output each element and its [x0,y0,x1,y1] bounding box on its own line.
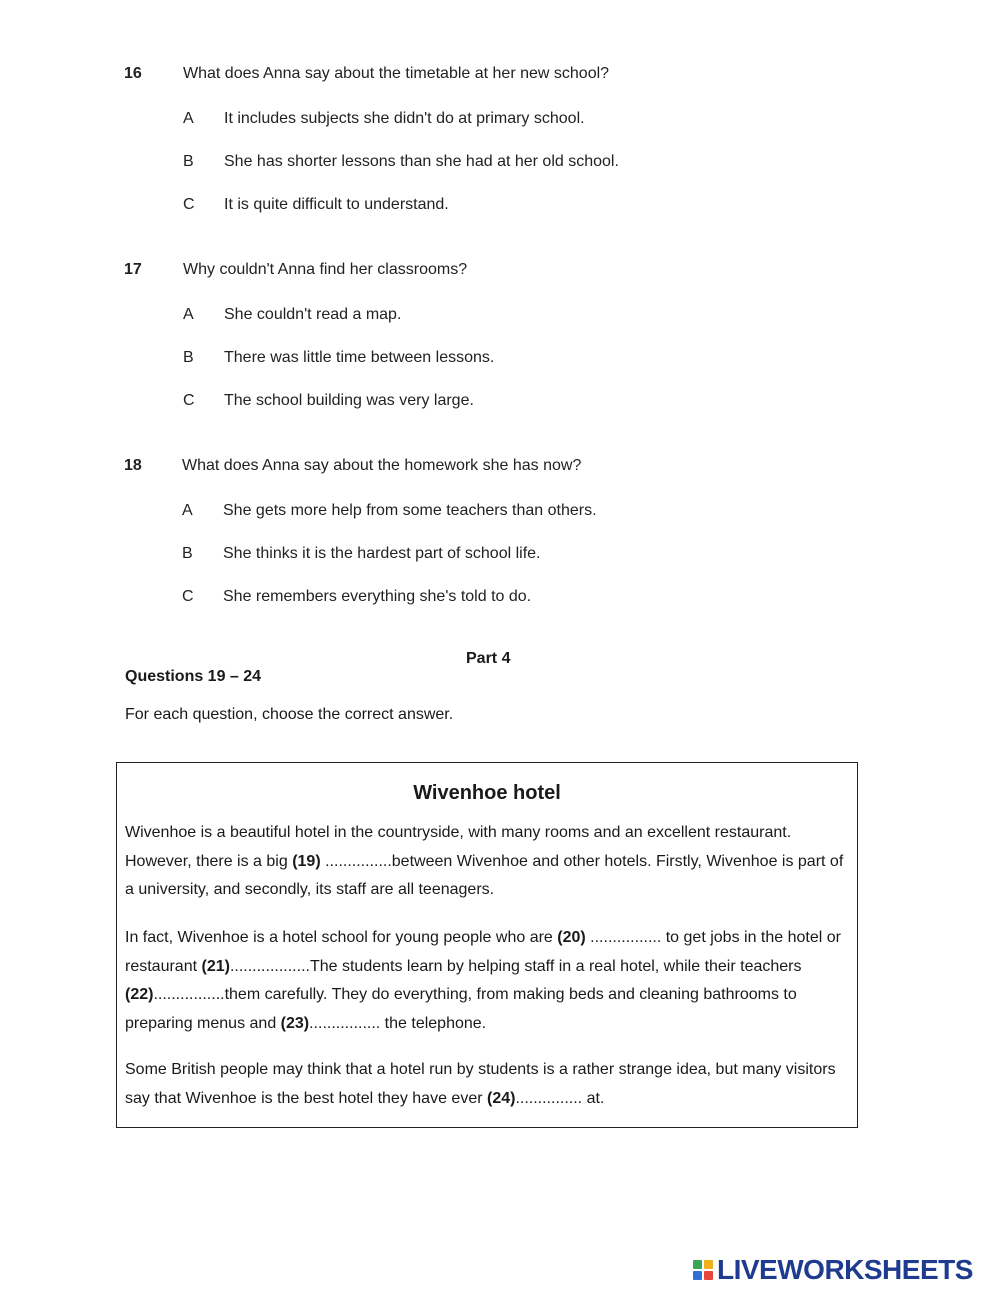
logo-square-1 [693,1260,702,1269]
q16-option-a-letter: A [183,110,194,127]
q16-option-b[interactable]: She has shorter lessons than she had at her old school. [224,153,619,170]
q16-option-c[interactable]: It is quite difficult to understand. [224,196,449,213]
passage-box [116,762,858,1128]
instruction-text: For each question, choose the correct answer. [125,706,454,723]
p2-text-4: ................them carefully. They do everything, from making beds and cleaning bathrooms to preparing menus and [125,986,797,1033]
question-18-text: What does Anna say about the homework she has now? [182,457,582,474]
question-17-number: 17 [124,261,142,278]
gap-24[interactable]: (24) [486,1089,516,1107]
gap-21[interactable]: (21) [201,957,230,975]
q16-option-a[interactable]: It includes subjects she didn't do at primary school. [224,110,585,127]
passage-title: Wivenhoe hotel [413,782,561,804]
question-16-text: What does Anna say about the timetable at her new school? [183,65,610,82]
q18-option-a[interactable]: She gets more help from some teachers than others. [223,502,597,519]
q16-option-b-letter: B [183,153,194,170]
passage-paragraph-3 [125,1056,851,1113]
gap-23[interactable]: (23) [280,1015,310,1033]
q18-option-b-letter: B [182,545,193,562]
logo-text: LIVEWORKSHEETS [717,1254,973,1285]
q18-option-b[interactable]: She thinks it is the hardest part of school life. [223,545,541,562]
passage-paragraph-2 [125,924,851,1039]
question-18-number: 18 [124,457,142,474]
liveworksheets-logo [693,1255,973,1285]
q18-option-c[interactable]: She remembers everything she's told to do. [223,588,532,605]
logo-square-2 [704,1260,713,1269]
logo-square-4 [704,1271,713,1280]
questions-range: Questions 19 – 24 [125,668,262,685]
p1-text-1: Wivenhoe is a beautiful hotel in the countryside, with many rooms and an excellent restaurant. However, there is a big [125,824,792,870]
p3-text-2: ............... at. [515,1089,605,1107]
q17-option-a-letter: A [183,306,194,323]
p3-text-1: Some British people may think that a hotel run by students is a rather strange idea, but many visitors say that Wivenhoe is the best hotel they have ever [125,1061,836,1107]
question-17-text: Why couldn't Anna find her classrooms? [183,261,468,278]
q16-option-c-letter: C [183,196,195,213]
q17-option-c-letter: C [183,392,195,409]
p2-text-1: In fact, Wivenhoe is a hotel school for young people who are [125,929,558,946]
gap-22[interactable]: (22) [125,986,154,1004]
q18-option-a-letter: A [182,502,193,519]
p2-text-3: ..................The students learn by helping staff in a real hotel, while their teachers [229,957,802,975]
part-title: Part 4 [466,650,511,667]
q18-option-c-letter: C [182,588,194,605]
q17-option-c[interactable]: The school building was very large. [224,392,474,409]
q17-option-b-letter: B [183,349,194,366]
p2-text-5: ................ the telephone. [309,1015,487,1033]
question-16-number: 16 [124,65,142,82]
q17-option-b[interactable]: There was little time between lessons. [224,349,495,366]
logo-mark-icon [693,1260,713,1280]
passage-paragraph-1 [125,819,851,905]
logo-square-3 [693,1271,702,1280]
gap-20[interactable]: (20) [557,929,586,946]
q17-option-a[interactable]: She couldn't read a map. [224,306,402,323]
p1-text-2: ...............between Wivenhoe and other hotels. Firstly, Wivenhoe is part of a university, and secondly, its staff are all teenagers. [125,852,844,899]
gap-19[interactable]: (19) [292,852,321,870]
p2-text-2: ................ to get jobs in the hotel or restaurant [125,929,841,975]
